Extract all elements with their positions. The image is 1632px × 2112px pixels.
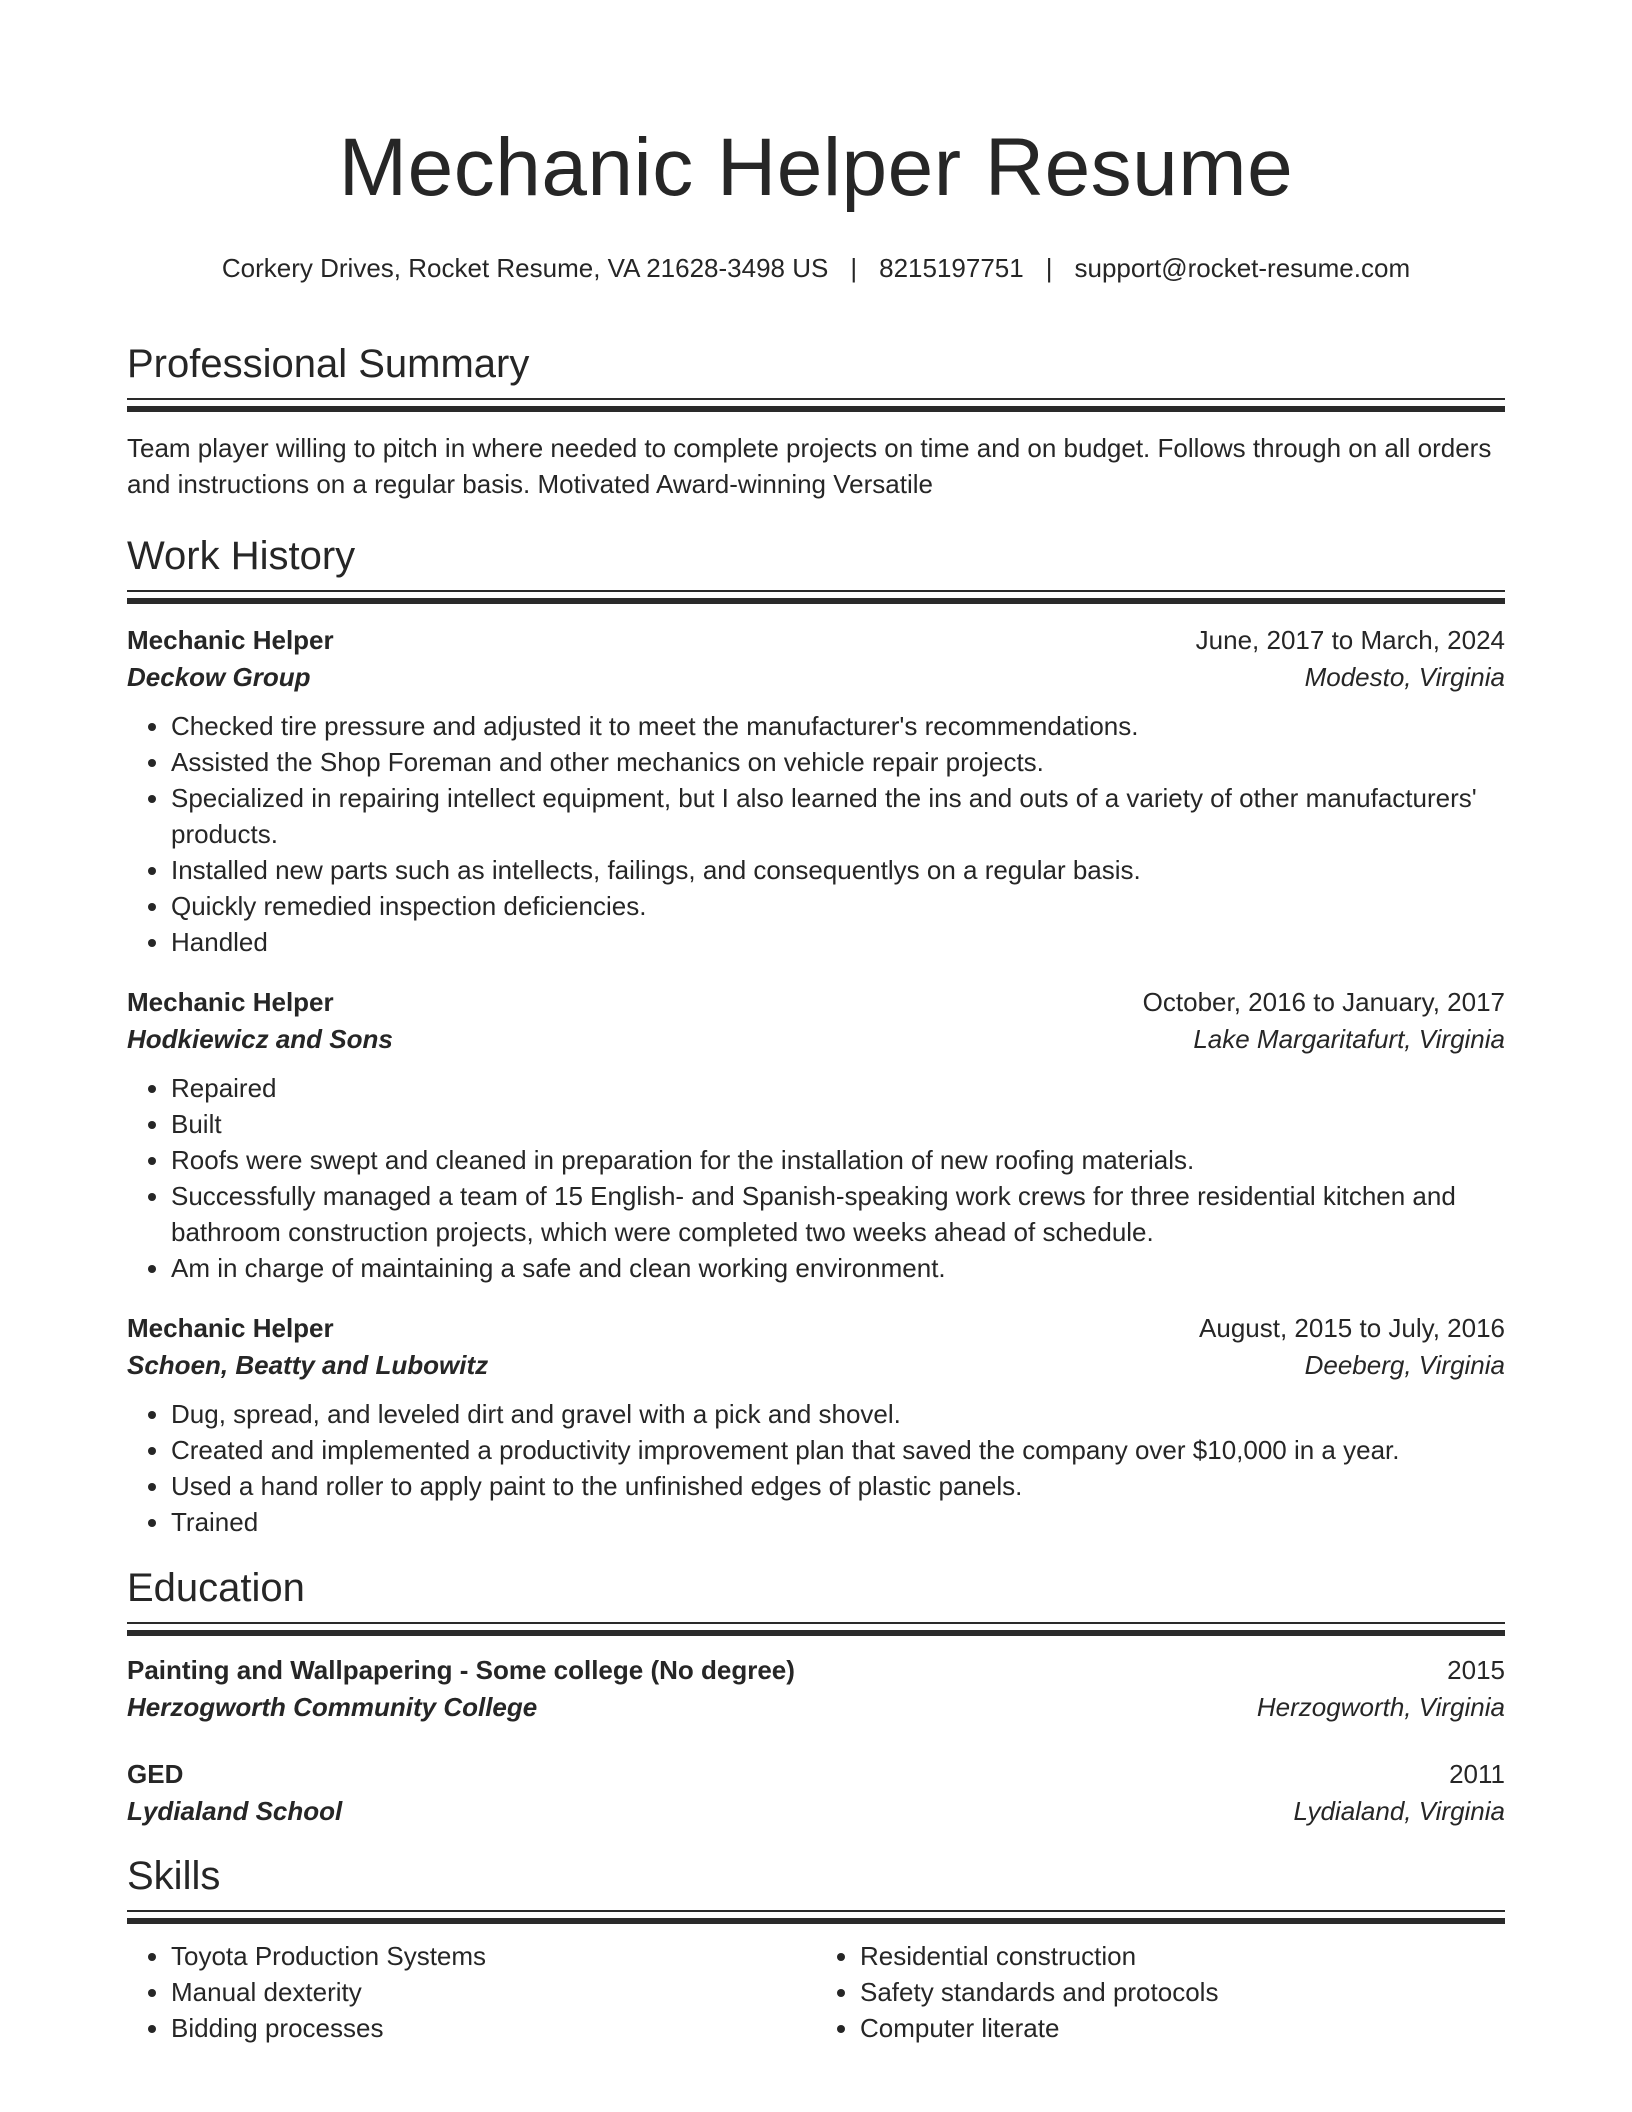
education-entry: [127, 1652, 1505, 1726]
section-rule-thick: [127, 1630, 1505, 1636]
bullet-item: • Used a hand roller to apply paint to the unfinished edges of plastic panels.: [171, 1468, 1505, 1504]
degree-name: Painting and Wallpapering - Some college (No degree): [127, 1655, 795, 1685]
work-section: [127, 532, 1505, 1540]
contact-separator: |: [850, 253, 858, 283]
contact-phone: 8215197751: [879, 253, 1024, 283]
job-title: Mechanic Helper: [127, 1313, 334, 1343]
summary-text: Team player willing to pitch in where needed to complete projects on time and on budget. Follows through on all orders and instructions on a regular basis. Motivated Award-winning Versatile: [127, 433, 1492, 499]
school-location: Herzogworth, Virginia: [1256, 1692, 1505, 1722]
summary-section: [127, 340, 1505, 502]
employer-name: Schoen, Beatty and Lubowitz: [127, 1350, 489, 1380]
job-dates: October, 2016 to January, 2017: [1142, 987, 1505, 1017]
employer-name: Hodkiewicz and Sons: [127, 1024, 393, 1054]
job-bullets: [127, 1070, 1505, 1286]
school-name: Lydialand School: [127, 1796, 343, 1826]
bullet-item: • Handled: [171, 924, 1505, 960]
employer-name: Deckow Group: [127, 662, 311, 692]
section-rule: [127, 398, 1505, 400]
job-bullets: [127, 1396, 1505, 1540]
skills-columns: [127, 1938, 1505, 2046]
job-dates: June, 2017 to March, 2024: [1195, 625, 1505, 655]
contact-separator: |: [1045, 253, 1053, 283]
contact-address: Corkery Drives, Rocket Resume, VA 21628-3498 US: [221, 253, 829, 283]
graduation-year: 2011: [1449, 1759, 1505, 1789]
resume-title: Mechanic Helper Resume: [338, 122, 1294, 213]
skill-item: • Toyota Production Systems: [171, 1938, 816, 1974]
section-rule: [127, 1910, 1505, 1912]
section-heading-skills: Skills: [127, 1854, 221, 1898]
bullet-item: • Trained: [171, 1504, 1505, 1540]
job-bullets: [127, 708, 1505, 960]
skill-item: • Computer literate: [860, 2010, 1505, 2046]
job-title: Mechanic Helper: [127, 987, 334, 1017]
job-title: Mechanic Helper: [127, 625, 334, 655]
skills-section: [127, 1852, 1505, 2046]
skill-item: • Manual dexterity: [171, 1974, 816, 2010]
bullet-item: • Checked tire pressure and adjusted it to meet the manufacturer's recommendations.: [171, 708, 1505, 744]
bullet-item: • Am in charge of maintaining a safe and clean working environment.: [171, 1250, 1505, 1286]
education-entry: [127, 1756, 1505, 1830]
bullet-item: • Quickly remedied inspection deficiencies.: [171, 888, 1505, 924]
skills-list-left: [127, 1938, 816, 2046]
bullet-item: • Dug, spread, and leveled dirt and gravel with a pick and shovel.: [171, 1396, 1505, 1432]
skills-list-right: [816, 1938, 1505, 2046]
bullet-item: • Installed new parts such as intellects, failings, and consequentlys on a regular basis.: [171, 852, 1505, 888]
job-location: Lake Margaritafurt, Virginia: [1193, 1024, 1505, 1054]
bullet-item: • Created and implemented a productivity improvement plan that saved the company over $10,000 in a year.: [171, 1432, 1505, 1468]
section-heading-work: Work History: [127, 534, 356, 578]
section-heading-summary: Professional Summary: [127, 342, 530, 386]
skill-item: • Residential construction: [860, 1938, 1505, 1974]
school-location: Lydialand, Virginia: [1293, 1796, 1505, 1826]
bullet-item: • Assisted the Shop Foreman and other mechanics on vehicle repair projects.: [171, 744, 1505, 780]
school-name: Herzogworth Community College: [127, 1692, 538, 1722]
bullet-item: • Successfully managed a team of 15 English- and Spanish-speaking work crews for three residential kitchen and bathroom construction projects, which were completed two weeks ahead of schedule.: [171, 1178, 1505, 1250]
bullet-item: • Specialized in repairing intellect equipment, but I also learned the ins and outs of a variety of other manufacturers' products.: [171, 780, 1505, 852]
job-location: Deeberg, Virginia: [1304, 1350, 1505, 1380]
degree-name: GED: [127, 1759, 184, 1789]
section-rule-thick: [127, 598, 1505, 604]
graduation-year: 2015: [1447, 1655, 1505, 1685]
skill-item: • Safety standards and protocols: [860, 1974, 1505, 2010]
bullet-item: • Roofs were swept and cleaned in preparation for the installation of new roofing materials.: [171, 1142, 1505, 1178]
job-location: Modesto, Virginia: [1304, 662, 1505, 692]
contact-line: [127, 252, 1505, 284]
job-entry: [127, 622, 1505, 960]
job-dates: August, 2015 to July, 2016: [1199, 1313, 1505, 1343]
bullet-item: • Built: [171, 1106, 1505, 1142]
bullet-item: • Repaired: [171, 1070, 1505, 1106]
contact-email: support@rocket-resume.com: [1074, 253, 1411, 283]
job-entry: [127, 1310, 1505, 1540]
section-rule: [127, 590, 1505, 592]
section-heading-education: Education: [127, 1566, 305, 1610]
section-rule: [127, 1622, 1505, 1624]
section-rule-thick: [127, 1918, 1505, 1924]
job-entry: [127, 984, 1505, 1286]
section-rule-thick: [127, 406, 1505, 412]
skill-item: • Bidding processes: [171, 2010, 816, 2046]
education-section: [127, 1564, 1505, 1830]
